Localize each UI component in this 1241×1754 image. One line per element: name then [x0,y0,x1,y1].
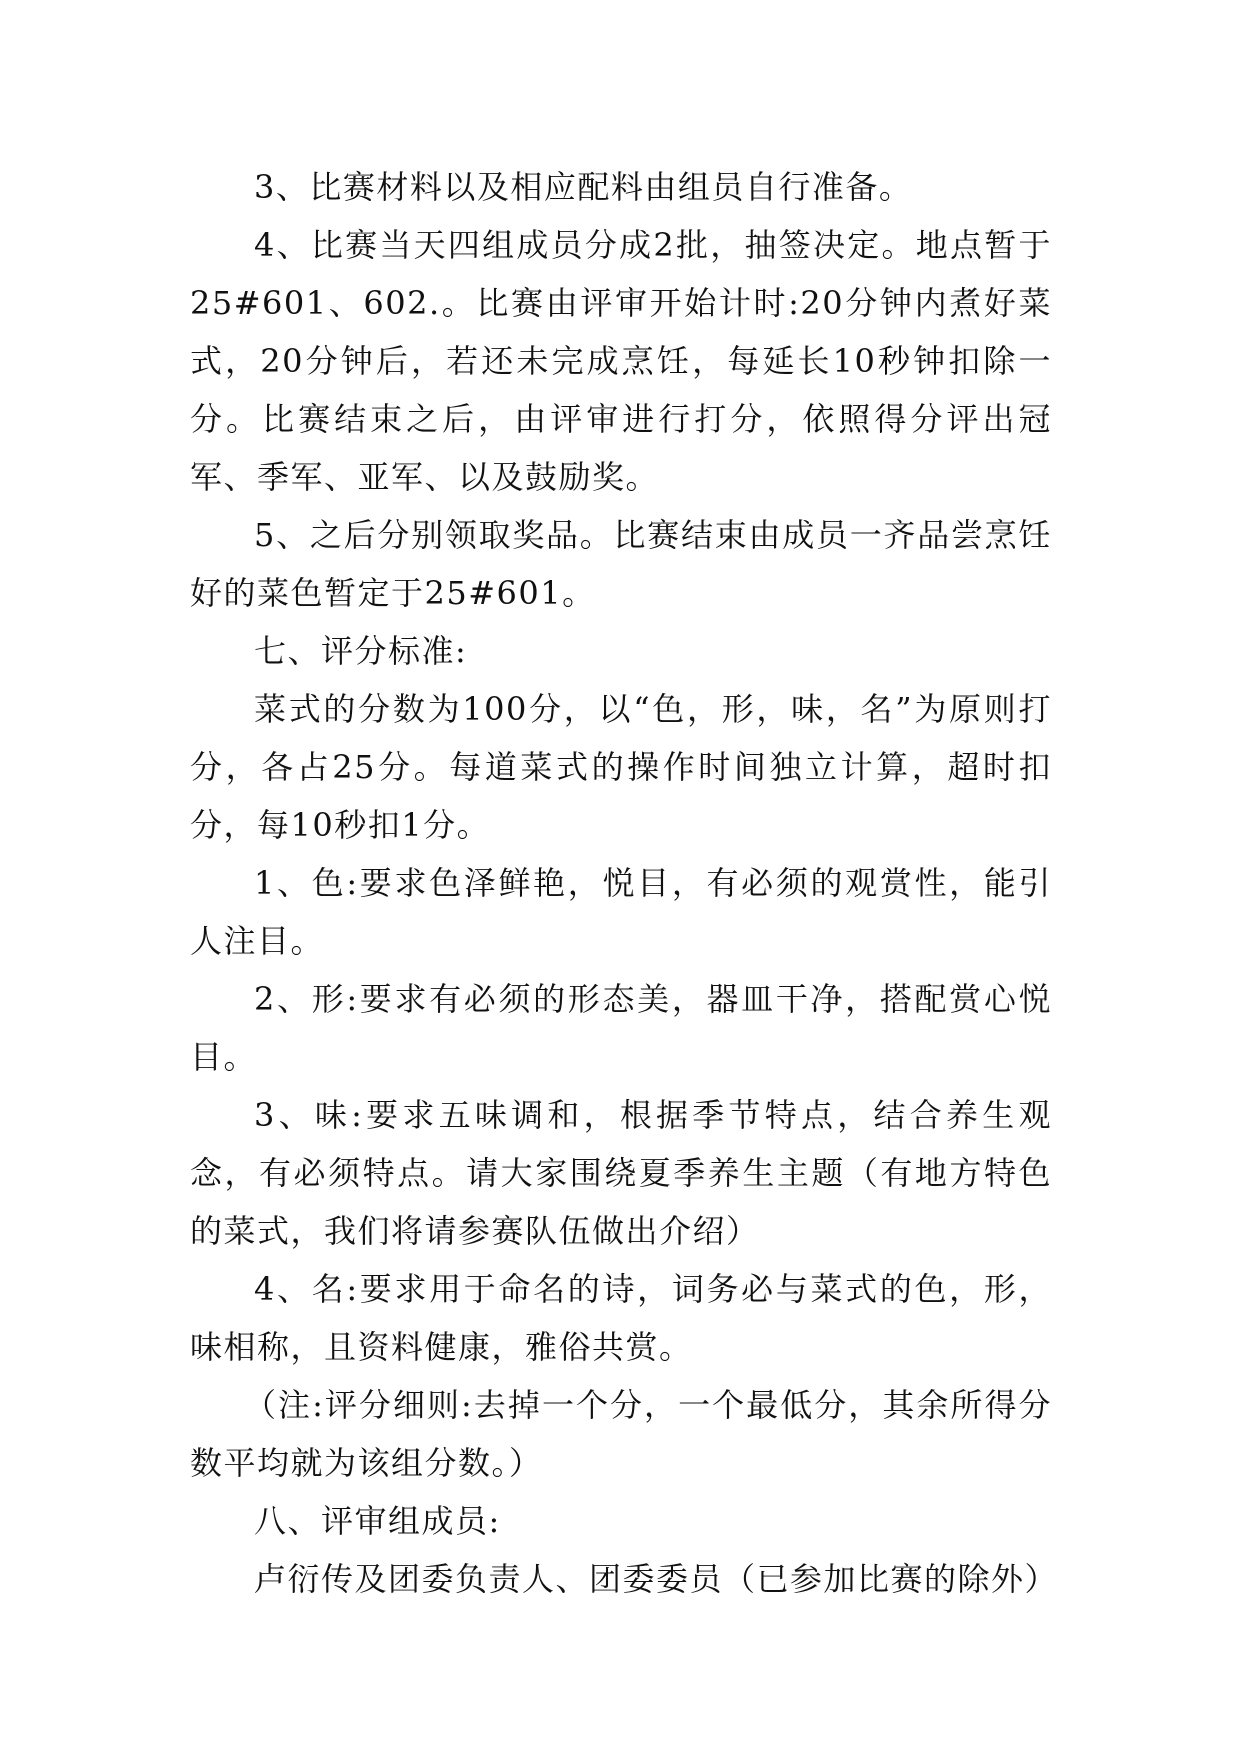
document-body [190,158,1059,1608]
paragraph-materials: 3、比赛材料以及相应配料由组员自行准备。 [254,168,913,206]
paragraph-scoring-note: （注:评分细则:去掉一个分，一个最低分，其余所得分数平均就为该组分数。） [190,1386,1052,1482]
paragraph-criterion-shape: 2、形:要求有必须的形态美，器皿干净，搭配赏心悦目。 [190,980,1052,1076]
paragraph-criterion-name: 4、名:要求用于命名的诗，词务必与菜式的色，形，味相称，且资料健康，雅俗共赏。 [190,1270,1052,1366]
paragraph-prizes: 5、之后分别领取奖品。比赛结束由成员一齐品尝烹饪好的菜色暂定于25#601。 [190,516,1052,612]
paragraph-judges-list: 卢衍传及团委负责人、团委委员（已参加比赛的除外） [254,1560,1059,1598]
paragraph-scoring-overview: 菜式的分数为100分，以“色，形，味，名”为原则打分，各占25分。每道菜式的操作时间独立计算，超时扣分，每10秒扣1分。 [190,690,1052,844]
section-heading-scoring: 七、评分标准: [254,632,468,670]
paragraph-competition-procedure: 4、比赛当天四组成员分成2批，抽签决定。地点暂于25#601、602.。比赛由评审开始计时:20分钟内煮好菜式，20分钟后，若还未完成烹饪，每延长10秒钟扣除一分。比赛结束之后，由评审进行打分，依照得分评出冠军、季军、亚军、以及鼓励奖。 [190,226,1052,496]
paragraph-criterion-color: 1、色:要求色泽鲜艳，悦目，有必须的观赏性，能引人注目。 [190,864,1052,960]
paragraph-criterion-taste: 3、味:要求五味调和，根据季节特点，结合养生观念，有必须特点。请大家围绕夏季养生主题（有地方特色的菜式，我们将请参赛队伍做出介绍） [190,1096,1052,1250]
section-heading-judges: 八、评审组成员: [254,1502,501,1540]
